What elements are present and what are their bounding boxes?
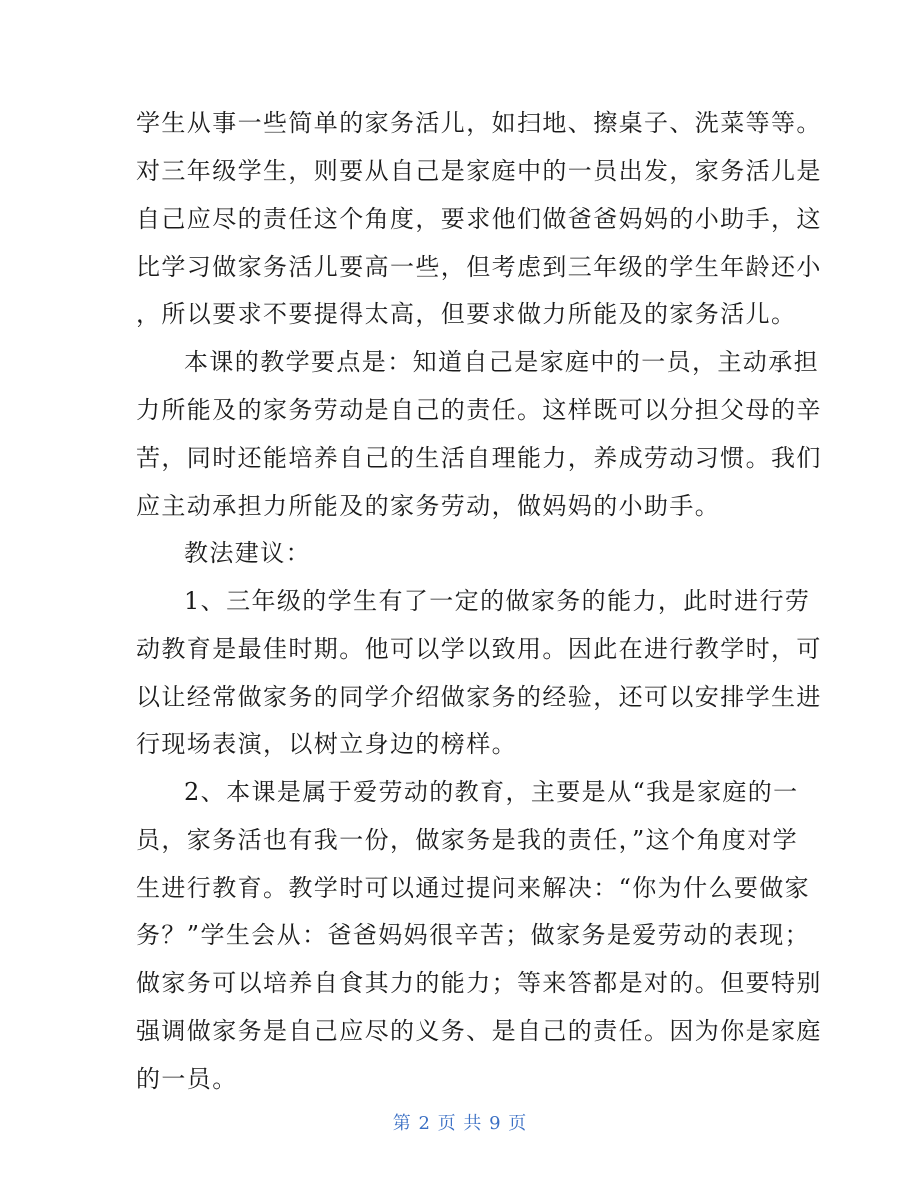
- text-line: 员，家务活也有我一份，做家务是我的责任，”这个角度对学: [136, 826, 799, 854]
- text-line: 动教育是最佳时期。他可以学以致用。因此在进行教学时，可: [136, 635, 822, 663]
- text-line: 比学习做家务活儿要高一些，但考虑到三年级的学生年龄还小: [136, 253, 822, 281]
- text-line: 力所能及的家务劳动是自己的责任。这样既可以分担父母的辛: [136, 396, 822, 424]
- text-line: 自己应尽的责任这个角度，要求他们做爸爸妈妈的小助手，这: [136, 205, 822, 233]
- text-line: 以让经常做家务的同学介绍做家务的经验，还可以安排学生进: [136, 683, 822, 711]
- section-heading: 教法建议：: [184, 539, 311, 567]
- text-line: 强调做家务是自己应尽的义务、是自己的责任。因为你是家庭: [136, 1017, 822, 1045]
- text-line: 的一员。: [136, 1065, 238, 1093]
- text-line: 务？”学生会从：爸爸妈妈很辛苦；做家务是爱劳动的表现；: [136, 921, 811, 949]
- text-line: 应主动承担力所能及的家务劳动，做妈妈的小助手。: [136, 492, 721, 520]
- list-item-start-line: 1、三年级的学生有了一定的做家务的能力，此时进行劳: [184, 587, 811, 615]
- text-line: 生进行教育。教学时可以通过提问来解决：“你为什么要做家: [136, 874, 811, 902]
- text-line: 苦，同时还能培养自己的生活自理能力，养成劳动习惯。我们: [136, 444, 822, 472]
- list-item-start-line: 2、本课是属于爱劳动的教育，主要是从“我是家庭的一: [184, 778, 799, 806]
- paragraph-start-line: 本课的教学要点是：知道自己是家庭中的一员，主动承担: [184, 348, 819, 376]
- text-line: ，所以要求不要提得太高，但要求做力所能及的家务活儿。: [136, 300, 797, 328]
- text-line: 做家务可以培养自食其力的能力；等来答都是对的。但要特别: [136, 969, 822, 997]
- text-line: 行现场表演，以树立身边的榜样。: [136, 730, 517, 758]
- page-number-footer: 第 2 页 共 9 页: [392, 1113, 528, 1134]
- text-line: 对三年级学生，则要从自己是家庭中的一员出发，家务活儿是: [136, 157, 822, 185]
- text-line: 学生从事一些简单的家务活儿，如扫地、擦桌子、洗菜等等。: [136, 109, 822, 137]
